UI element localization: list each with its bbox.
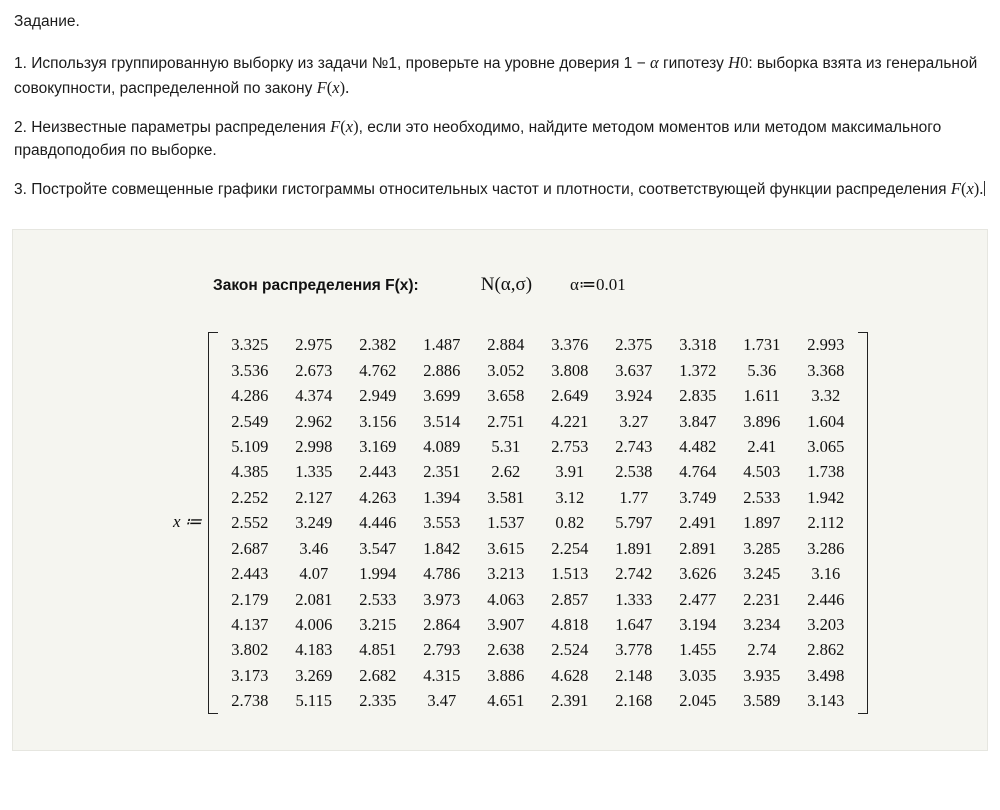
matrix-row [218, 587, 858, 612]
matrix-cell[interactable]: 1.372 [679, 360, 717, 380]
matrix-cell[interactable]: 4.818 [551, 614, 589, 634]
matrix-cell[interactable]: 4.006 [295, 614, 333, 634]
matrix-cell[interactable]: 3.156 [359, 411, 397, 431]
matrix-cell[interactable]: 1.77 [619, 487, 649, 507]
matrix-cell[interactable]: 2.884 [487, 335, 525, 355]
distribution-law-row [13, 230, 987, 296]
matrix-cell[interactable]: 3.368 [807, 360, 845, 380]
matrix-row [218, 510, 858, 535]
matrix-cell[interactable]: 2.742 [615, 564, 653, 584]
matrix-cell[interactable]: 0.82 [555, 513, 585, 533]
matrix-cell[interactable]: 2.382 [359, 335, 397, 355]
matrix-cell[interactable]: 1.333 [615, 589, 653, 609]
matrix-cell[interactable]: 3.203 [807, 614, 845, 634]
matrix-cell[interactable]: 4.482 [679, 436, 717, 456]
matrix-cell[interactable]: 2.751 [487, 411, 525, 431]
matrix-cell[interactable]: 2.682 [359, 665, 397, 685]
mathcad-worksheet-panel [12, 229, 988, 751]
matrix-row [218, 561, 858, 586]
distribution-law-label: Закон распределения F(x): [213, 277, 419, 295]
matrix-cell[interactable]: 4.628 [551, 665, 589, 685]
matrix-cell[interactable]: 3.615 [487, 538, 525, 558]
matrix-cell[interactable]: 2.835 [679, 386, 717, 406]
matrix-cell[interactable]: 3.808 [551, 360, 589, 380]
text-cursor [984, 181, 985, 196]
matrix-row [218, 536, 858, 561]
matrix-cell[interactable]: 2.168 [615, 691, 653, 711]
matrix-row [218, 637, 858, 662]
matrix-cell[interactable]: 1.738 [807, 462, 845, 482]
matrix-cell[interactable]: 2.112 [807, 513, 845, 533]
matrix-cell[interactable]: 4.221 [551, 411, 589, 431]
matrix-cell[interactable]: 1.487 [423, 335, 461, 355]
matrix-cell[interactable]: 3.27 [619, 411, 649, 431]
matrix-cell[interactable]: 2.753 [551, 436, 589, 456]
sample-matrix-body [218, 332, 858, 713]
task-item-2 [14, 114, 986, 163]
matrix-cell[interactable]: 1.647 [615, 614, 653, 634]
matrix-cell[interactable]: 3.847 [679, 411, 717, 431]
task-item-3-text: 3. Постройте совмещенные графики гистограммы относительных частот и плотности, соответствующей функции распределения F(x). [14, 178, 984, 198]
matrix-cell[interactable]: 2.081 [295, 589, 333, 609]
matrix-cell[interactable]: 2.891 [679, 538, 717, 558]
matrix-cell[interactable]: 4.446 [359, 513, 397, 533]
matrix-bracket-left [208, 332, 218, 713]
matrix-row [218, 663, 858, 688]
matrix-cell[interactable]: 2.74 [747, 640, 777, 660]
matrix-cell[interactable]: 3.052 [487, 360, 525, 380]
matrix-cell[interactable]: 4.503 [743, 462, 781, 482]
matrix-cell[interactable]: 1.513 [551, 564, 589, 584]
matrix-cell[interactable]: 2.738 [231, 691, 269, 711]
matrix-cell[interactable]: 3.249 [295, 513, 333, 533]
matrix-cell[interactable]: 4.07 [299, 564, 329, 584]
matrix-cell[interactable]: 3.514 [423, 411, 461, 431]
matrix-cell[interactable]: 2.962 [295, 411, 333, 431]
matrix-cell[interactable]: 3.065 [807, 436, 845, 456]
matrix-cell[interactable]: 3.035 [679, 665, 717, 685]
matrix-cell[interactable]: 3.658 [487, 386, 525, 406]
matrix-cell[interactable]: 3.802 [231, 640, 269, 660]
matrix-cell[interactable]: 3.896 [743, 411, 781, 431]
matrix-cell[interactable]: 2.045 [679, 691, 717, 711]
matrix-cell[interactable]: 5.115 [295, 691, 333, 711]
matrix-cell[interactable]: 3.376 [551, 335, 589, 355]
matrix-cell[interactable]: 3.749 [679, 487, 717, 507]
matrix-cell[interactable]: 3.169 [359, 436, 397, 456]
matrix-row [218, 688, 858, 713]
matrix-cell[interactable]: 4.137 [231, 614, 269, 634]
matrix-cell[interactable]: 4.063 [487, 589, 525, 609]
matrix-cell[interactable]: 4.183 [295, 640, 333, 660]
matrix-cell[interactable]: 2.127 [295, 487, 333, 507]
matrix-cell[interactable]: 2.998 [295, 436, 333, 456]
matrix-cell[interactable]: 2.148 [615, 665, 653, 685]
matrix-cell[interactable]: 3.536 [231, 360, 269, 380]
matrix-cell[interactable]: 1.455 [679, 640, 717, 660]
matrix-cell[interactable]: 2.443 [359, 462, 397, 482]
matrix-cell[interactable]: 3.215 [359, 614, 397, 634]
matrix-cell[interactable]: 5.797 [615, 513, 653, 533]
matrix-cell[interactable]: 3.12 [555, 487, 585, 507]
matrix-cell[interactable]: 3.143 [807, 691, 845, 711]
matrix-cell[interactable]: 2.552 [231, 513, 269, 533]
task-statement-block [0, 0, 1000, 220]
matrix-row [218, 358, 858, 383]
matrix-cell[interactable]: 3.886 [487, 665, 525, 685]
matrix-cell[interactable]: 3.935 [743, 665, 781, 685]
matrix-cell[interactable]: 3.778 [615, 640, 653, 660]
matrix-cell[interactable]: 3.16 [811, 564, 841, 584]
matrix-cell[interactable]: 3.91 [555, 462, 585, 482]
matrix-cell[interactable]: 2.446 [807, 589, 845, 609]
matrix-cell[interactable]: 4.374 [295, 386, 333, 406]
matrix-cell[interactable]: 2.993 [807, 335, 845, 355]
matrix-cell[interactable]: 3.973 [423, 589, 461, 609]
matrix-cell[interactable]: 5.109 [231, 436, 269, 456]
matrix-cell[interactable]: 1.604 [807, 411, 845, 431]
matrix-cell[interactable]: 5.31 [491, 436, 521, 456]
matrix-row [218, 383, 858, 408]
matrix-cell[interactable]: 3.234 [743, 614, 781, 634]
matrix-cell[interactable]: 1.731 [743, 335, 781, 355]
matrix-cell[interactable]: 2.375 [615, 335, 653, 355]
matrix-cell[interactable]: 1.394 [423, 487, 461, 507]
matrix-cell[interactable]: 2.743 [615, 436, 653, 456]
matrix-cell[interactable]: 3.637 [615, 360, 653, 380]
matrix-cell[interactable]: 1.891 [615, 538, 653, 558]
matrix-assign-label: x ≔ [173, 511, 202, 531]
matrix-cell[interactable]: 3.498 [807, 665, 845, 685]
matrix-cell[interactable]: 2.975 [295, 335, 333, 355]
alpha-definition[interactable]: α≔0.01 [570, 275, 626, 295]
matrix-row [218, 434, 858, 459]
matrix-cell[interactable]: 3.213 [487, 564, 525, 584]
task-item-1 [14, 50, 986, 101]
matrix-cell[interactable]: 2.391 [551, 691, 589, 711]
matrix-cell[interactable]: 1.335 [295, 462, 333, 482]
matrix-cell[interactable]: 3.325 [231, 335, 269, 355]
matrix-cell[interactable]: 4.762 [359, 360, 397, 380]
matrix-cell[interactable]: 2.857 [551, 589, 589, 609]
matrix-cell[interactable]: 2.524 [551, 640, 589, 660]
matrix-cell[interactable]: 3.924 [615, 386, 653, 406]
matrix-cell[interactable]: 4.786 [423, 564, 461, 584]
matrix-cell[interactable]: 2.862 [807, 640, 845, 660]
matrix-cell[interactable]: 3.47 [427, 691, 457, 711]
matrix-row [218, 409, 858, 434]
matrix-cell[interactable]: 3.32 [811, 386, 841, 406]
matrix-cell[interactable]: 2.231 [743, 589, 781, 609]
matrix-row [218, 485, 858, 510]
matrix-cell[interactable]: 3.173 [231, 665, 269, 685]
matrix-cell[interactable]: 4.851 [359, 640, 397, 660]
matrix-cell[interactable]: 1.994 [359, 564, 397, 584]
matrix-cell[interactable]: 3.285 [743, 538, 781, 558]
matrix-cell[interactable]: 3.626 [679, 564, 717, 584]
matrix-row [218, 459, 858, 484]
matrix-cell[interactable]: 3.245 [743, 564, 781, 584]
matrix-cell[interactable]: 3.194 [679, 614, 717, 634]
matrix-cell[interactable]: 4.263 [359, 487, 397, 507]
matrix-cell[interactable]: 4.286 [231, 386, 269, 406]
matrix-cell[interactable]: 2.533 [359, 589, 397, 609]
matrix-cell[interactable]: 2.949 [359, 386, 397, 406]
sample-matrix[interactable] [218, 332, 858, 713]
matrix-cell[interactable]: 3.547 [359, 538, 397, 558]
matrix-cell[interactable]: 4.089 [423, 436, 461, 456]
matrix-cell[interactable]: 1.611 [743, 386, 781, 406]
matrix-cell[interactable]: 3.269 [295, 665, 333, 685]
matrix-cell[interactable]: 3.286 [807, 538, 845, 558]
matrix-cell[interactable]: 2.638 [487, 640, 525, 660]
matrix-cell[interactable]: 4.764 [679, 462, 717, 482]
matrix-cell[interactable]: 2.886 [423, 360, 461, 380]
matrix-cell[interactable]: 3.581 [487, 487, 525, 507]
matrix-cell[interactable]: 2.477 [679, 589, 717, 609]
sample-matrix-area[interactable] [13, 332, 987, 713]
matrix-cell[interactable]: 5.36 [747, 360, 777, 380]
matrix-bracket-right [858, 332, 868, 713]
task-item-3 [14, 176, 986, 202]
matrix-cell[interactable]: 2.491 [679, 513, 717, 533]
matrix-cell[interactable]: 3.699 [423, 386, 461, 406]
matrix-cell[interactable]: 2.549 [231, 411, 269, 431]
matrix-cell[interactable]: 3.907 [487, 614, 525, 634]
matrix-cell[interactable]: 4.651 [487, 691, 525, 711]
matrix-cell[interactable]: 1.942 [807, 487, 845, 507]
matrix-row [218, 612, 858, 637]
matrix-cell[interactable]: 3.318 [679, 335, 717, 355]
matrix-cell[interactable]: 2.41 [747, 436, 777, 456]
matrix-cell[interactable]: 2.864 [423, 614, 461, 634]
matrix-cell[interactable]: 3.553 [423, 513, 461, 533]
matrix-cell[interactable]: 2.62 [491, 462, 521, 482]
matrix-cell[interactable]: 1.897 [743, 513, 781, 533]
matrix-cell[interactable]: 1.842 [423, 538, 461, 558]
matrix-cell[interactable]: 2.443 [231, 564, 269, 584]
matrix-cell[interactable]: 2.254 [551, 538, 589, 558]
task-heading: Задание. [14, 13, 80, 30]
matrix-cell[interactable]: 2.179 [231, 589, 269, 609]
matrix-cell[interactable]: 4.385 [231, 462, 269, 482]
matrix-cell[interactable]: 2.649 [551, 386, 589, 406]
matrix-cell[interactable]: 4.315 [423, 665, 461, 685]
matrix-cell[interactable]: 2.538 [615, 462, 653, 482]
matrix-cell[interactable]: 2.252 [231, 487, 269, 507]
matrix-cell[interactable]: 2.351 [423, 462, 461, 482]
matrix-cell[interactable]: 2.793 [423, 640, 461, 660]
matrix-row [218, 332, 858, 357]
distribution-law-formula[interactable]: N(α,σ) [480, 274, 533, 296]
matrix-cell[interactable]: 3.589 [743, 691, 781, 711]
matrix-cell[interactable]: 1.537 [487, 513, 525, 533]
task-item-1-text: 1. Используя группированную выборку из задачи №1, проверьте на уровне доверия 1 − α гипотезу H0: выборка взята из генеральной совокупности, распределенной по закону F(x). [14, 52, 978, 98]
task-item-2-text: 2. Неизвестные параметры распределения F(x), если это необходимо, найдите методом моментов или методом максимального правдоподобия по выборке. [14, 116, 942, 160]
matrix-cell[interactable]: 2.533 [743, 487, 781, 507]
matrix-cell[interactable]: 3.46 [299, 538, 329, 558]
matrix-cell[interactable]: 2.335 [359, 691, 397, 711]
matrix-cell[interactable]: 2.687 [231, 538, 269, 558]
matrix-cell[interactable]: 2.673 [295, 360, 333, 380]
